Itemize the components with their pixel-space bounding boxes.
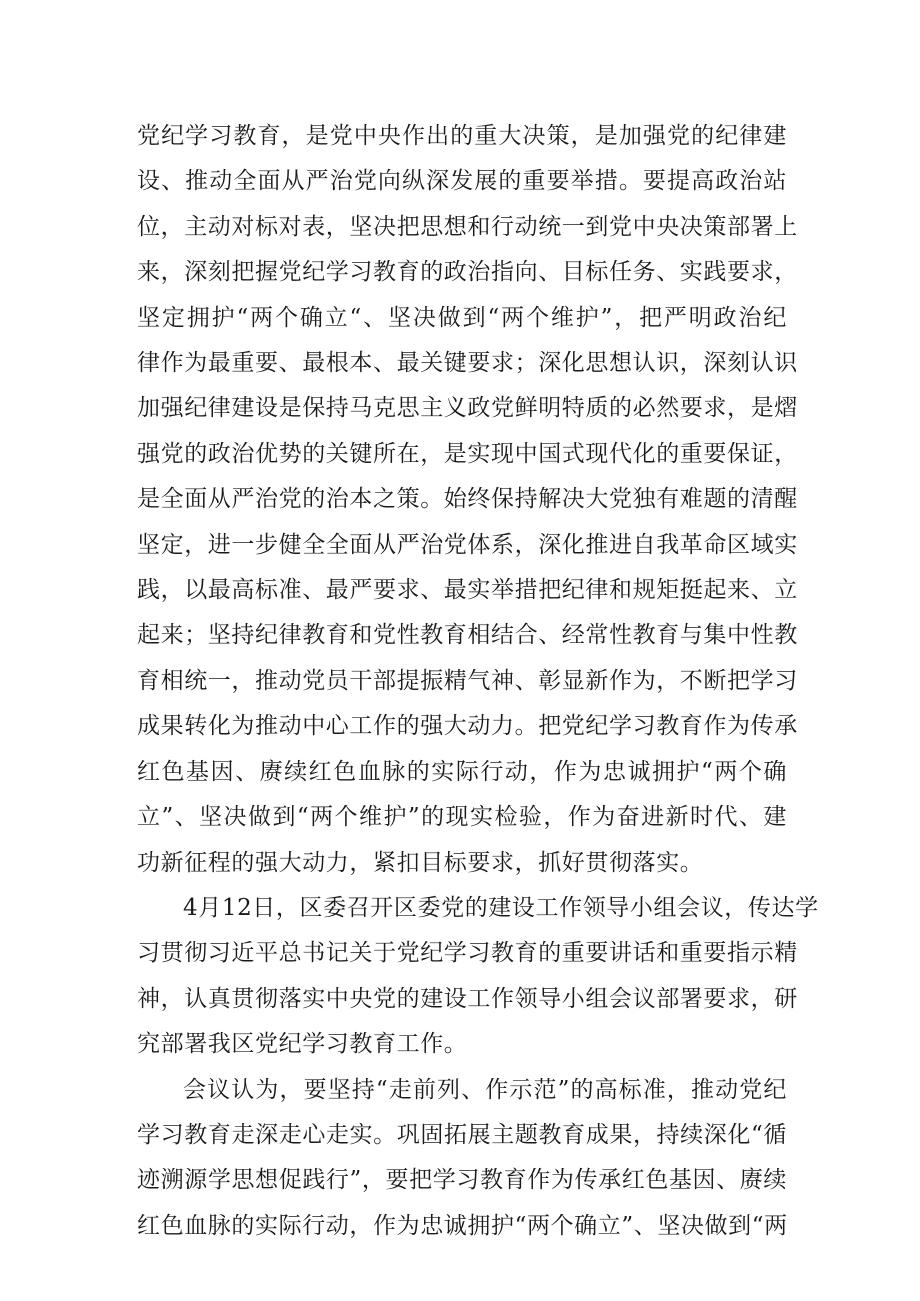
text-line: 育相统一，推动党员干部提振精气神、彰显新作为，不断把学习: [137, 667, 798, 694]
text-line: 学习教育走深走心走实。巩固拓展主题教育成果，持续深化“循: [137, 1121, 787, 1148]
text-line: 设、推动全面从严治党向纵深发展的重要举措。要提高政治站: [137, 168, 787, 195]
text-line: 神，认真贯彻落实中央党的建设工作领导小组会议部署要求，研: [137, 985, 798, 1012]
text-line: 位，主动对标对表，坚决把思想和行动统一到党中央决策部署上: [137, 213, 798, 240]
text-line: 加强纪律建设是保持马克思主义政党鲜明特质的必然要求，是熠: [137, 395, 798, 422]
text-line: 立”、坚决做到“两个维护”的现实检验，作为奋进新时代、建: [137, 804, 787, 831]
text-line: 习贯彻习近平总书记关于党纪学习教育的重要讲话和重要指示精: [137, 940, 798, 967]
text-line: 来，深刻把握党纪学习教育的政治指向、目标任务、实践要求，: [137, 259, 798, 286]
text-line: 4月12日，区委召开区委党的建设工作领导小组会议，传达学: [183, 894, 819, 921]
text-line: 是全面从严治党的治本之策。始终保持解决大党独有难题的清醒: [137, 486, 798, 513]
text-line: 党纪学习教育，是党中央作出的重大决策，是加强党的纪律建: [137, 123, 787, 149]
document-body: [137, 114, 819, 1249]
text-line: 坚定拥护“两个确立“、坚决做到“两个维护”，把严明政治纪: [137, 304, 787, 331]
text-line: 红色基因、赓续红色血脉的实际行动，作为忠诚拥护“两个确: [137, 758, 787, 785]
text-line: 强党的政治优势的关键所在，是实现中国式现代化的重要保证，: [137, 440, 798, 467]
text-line: 成果转化为推动中心工作的强大动力。把党纪学习教育作为传承: [137, 713, 798, 740]
text-line: 会议认为，要坚持“走前列、作示范”的高标准，推动党纪: [183, 1076, 787, 1103]
text-line: 践，以最高标准、最严要求、最实举措把纪律和规矩挺起来、立: [137, 577, 798, 604]
paragraph-2: [137, 886, 819, 1068]
paragraph-1: [137, 114, 798, 886]
text-line: 迹溯源学思想促践行”，要把学习教育作为传承红色基因、赓续: [137, 1167, 787, 1194]
text-line: 起来；坚持纪律教育和党性教育相结合、经常性教育与集中性教: [137, 622, 798, 649]
text-line: 红色血脉的实际行动，作为忠诚拥护“两个确立”、坚决做到“两: [137, 1212, 788, 1239]
text-line: 律作为最重要、最根本、最关键要求；深化思想认识，深刻认识: [137, 350, 798, 377]
text-line: 功新征程的强大动力，紧扣目标要求，抓好贯彻落实。: [137, 849, 704, 876]
text-line: 究部署我区党纪学习教育工作。: [137, 1031, 468, 1058]
text-line: 坚定，进一步健全全面从严治党体系，深化推进自我革命区域实: [137, 531, 798, 558]
paragraph-3: [137, 1068, 787, 1250]
